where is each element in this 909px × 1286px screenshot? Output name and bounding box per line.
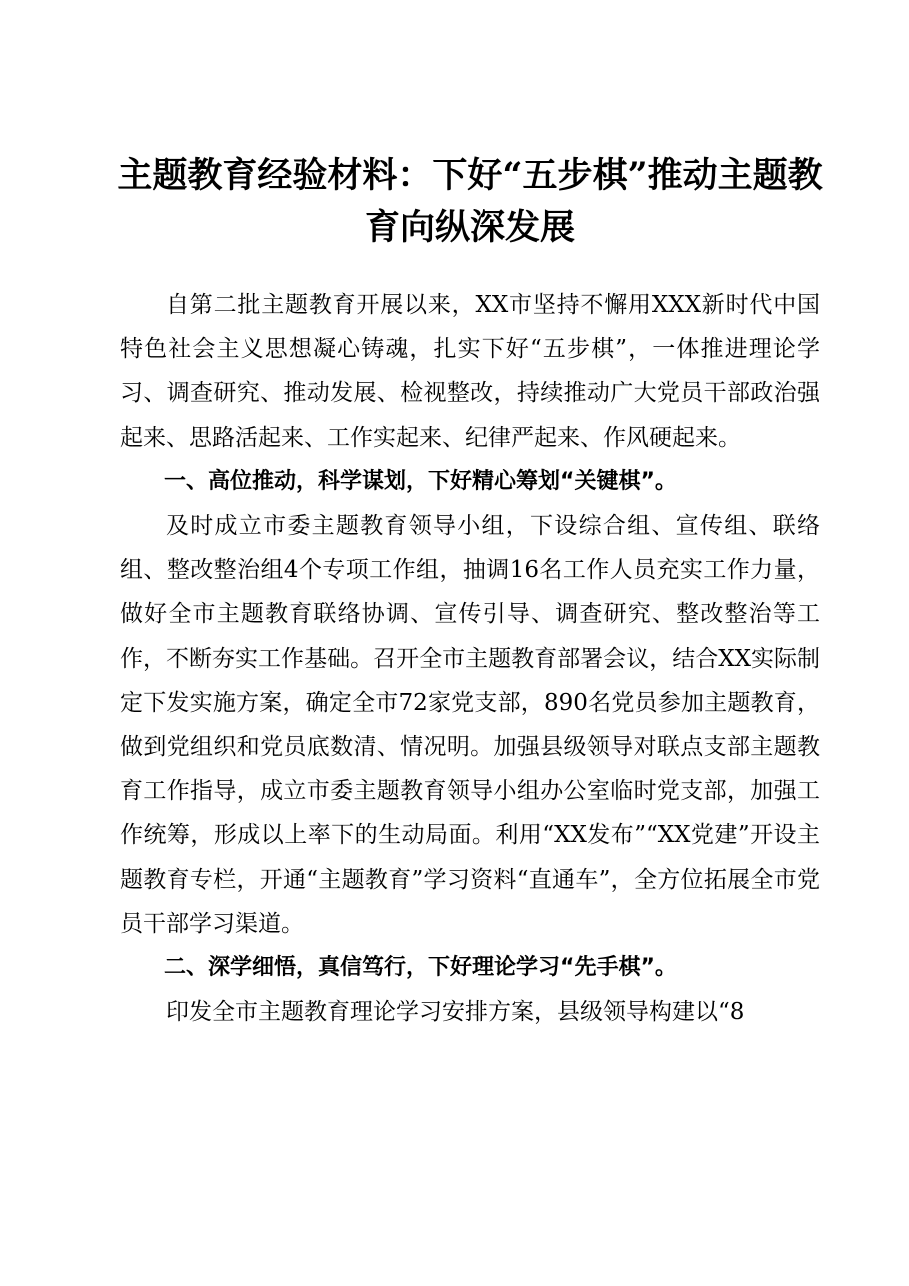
section-heading-1: 一、高位推动，科学谋划，下好精心筹划“关键棋”。 bbox=[164, 468, 677, 494]
document-title: 主题教育经验材料：下好“五步棋”推动主题教育向纵深发展 bbox=[117, 155, 823, 248]
document-body bbox=[120, 283, 820, 1034]
section-1-paragraph: 及时成立市委主题教育领导小组，下设综合组、宣传组、联络组、整改整治组4个专项工作组，抽调16名工作人员充实工作力量，做好全市主题教育联络协调、宣传引导、调查研究、整改整治等工作，不断夯实工作基础。召开全市主题教育部署会议，结合XX实际制定下发实施方案，确定全市72家党支部，890名党员参加主题教育，做到党组织和党员底数清、情况明。加强县级领导对联点支部主题教育工作指导，成立市委主题教育领导小组办公室临时党支部，加强工作统筹，形成以上率下的生动局面。利用“XX发布”“XX党建”开设主题教育专栏，开通“主题教育”学习资料“直通车”，全方位拓展全市党员干部学习渠道。 bbox=[120, 513, 820, 937]
section-2-paragraph: 印发全市主题教育理论学习安排方案，县级领导构建以“8 bbox=[166, 999, 745, 1026]
intro-paragraph: 自第二批主题教育开展以来，XX市坚持不懈用XXX新时代中国特色社会主义思想凝心铸魂，扎实下好“五步棋”，一体推进理论学习、调查研究、推动发展、检视整改，持续推动广大党员干部政治强起来、思路活起来、工作实起来、纪律严起来、作风硬起来。 bbox=[120, 292, 820, 451]
section-heading-2: 二、深学细悟，真信笃行，下好理论学习“先手棋”。 bbox=[164, 955, 677, 981]
